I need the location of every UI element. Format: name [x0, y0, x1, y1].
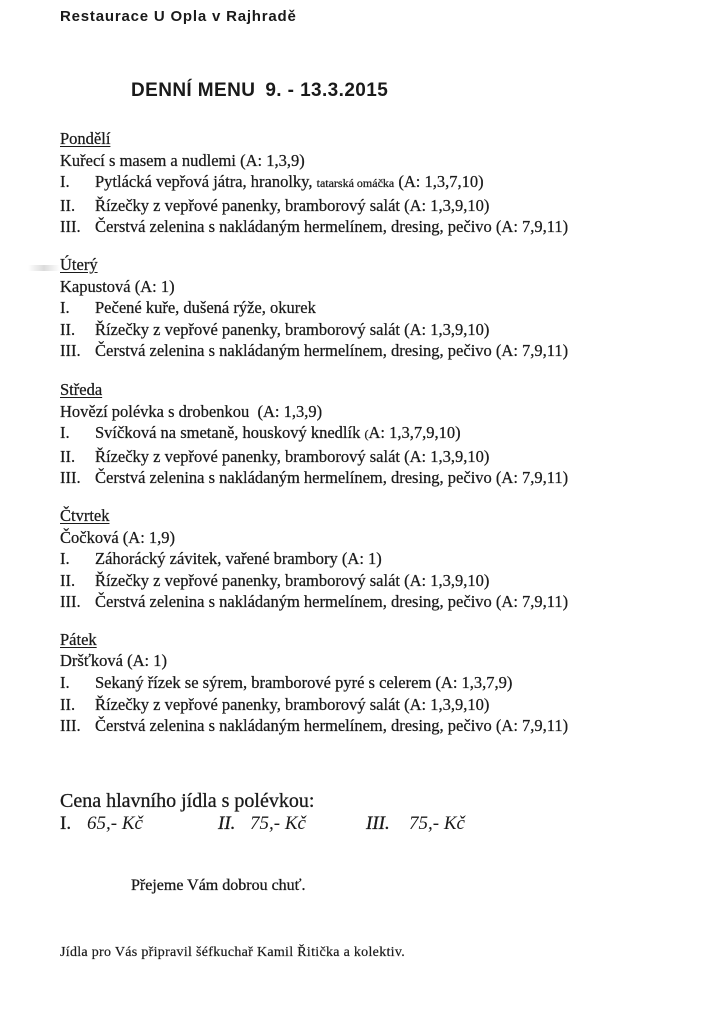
meal-line — [60, 446, 690, 468]
menu-title — [131, 80, 388, 102]
meal-number: III. — [60, 217, 81, 237]
meal-line — [60, 694, 690, 716]
day-name: Čtvrtek — [60, 505, 110, 525]
meal-text: Čerstvá zelenina s nakládaným hermelínem, dresing, pečivo (A: 7,9,11) — [95, 217, 569, 237]
soup-line: Hovězí polévka s drobenkou (A: 1,3,9) — [60, 401, 323, 421]
soup-line: Kuřecí s masem a nudlemi (A: 1,3,9) — [60, 150, 305, 170]
meal-number: II. — [60, 694, 76, 714]
meal-text: Svíčková na smetaně, houskový knedlík — [95, 423, 365, 443]
meal-text: Řízečky z vepřové panenky, bramborový salát (A: 1,3,9,10) — [95, 446, 490, 466]
meal-text: Čerstvá zelenina s nakládaným hermelínem, dresing, pečivo (A: 7,9,11) — [95, 468, 569, 488]
meal-line — [60, 570, 690, 592]
day-name: Pondělí — [60, 129, 111, 148]
chef-note: Jídla pro Vás připravil šéfkuchař Kamil Řitička a kolektiv. — [60, 945, 406, 960]
meal-text: Pečené kuře, dušená rýže, okurek — [95, 298, 316, 318]
day-name: Úterý — [60, 254, 98, 274]
meal-line — [60, 548, 690, 570]
price-number: II. — [218, 813, 236, 834]
meal-number: II. — [60, 319, 76, 339]
meal-text: Sekaný řízek se sýrem, bramborové pyré s celerem (A: 1,3,7,9) — [95, 673, 513, 693]
soup-line: Kapustová (A: 1) — [60, 276, 175, 296]
day-section-thursday — [60, 505, 690, 613]
price-title: Cena hlavního jídla s polévkou: — [60, 790, 315, 812]
meal-text: Řízečky z vepřové panenky, bramborový salát (A: 1,3,9,10) — [95, 319, 490, 339]
day-name: Středa — [60, 379, 103, 399]
days-list — [60, 128, 690, 753]
meal-text: Řízečky z vepřové panenky, bramborový salát (A: 1,3,9,10) — [95, 195, 490, 215]
soup-line: Dršťková (A: 1) — [60, 651, 167, 671]
meal-text: Čerstvá zelenina s nakládaným hermelínem, dresing, pečivo (A: 7,9,11) — [95, 716, 569, 736]
scan-smudge — [28, 265, 60, 271]
meal-line — [60, 297, 690, 319]
soup-line: Čočková (A: 1,9) — [60, 527, 176, 547]
meal-sauce: tatarská omáčka — [316, 176, 395, 191]
meal-number: I. — [60, 172, 70, 192]
meal-text: Řízečky z vepřové panenky, bramborový salát (A: 1,3,9,10) — [95, 570, 490, 590]
meal-line — [60, 319, 690, 341]
meal-number: II. — [60, 570, 76, 590]
price-value: 65,- Kč — [87, 813, 143, 834]
meal-line — [60, 171, 690, 195]
meal-line — [60, 216, 690, 238]
meal-text: Čerstvá zelenina s nakládaným hermelínem, dresing, pečivo (A: 7,9,11) — [95, 592, 569, 612]
meal-line — [60, 467, 690, 489]
wish-text: Přejeme Vám dobrou chuť. — [131, 877, 306, 894]
day-section-friday — [60, 629, 690, 737]
meal-number: II. — [60, 195, 76, 215]
day-section-monday — [60, 128, 690, 238]
meal-number: I. — [60, 423, 70, 443]
restaurant-name: Restaurace U Opla v Rajhradě — [60, 8, 297, 25]
meal-number: III. — [60, 592, 81, 612]
menu-title-text: DENNÍ MENU — [131, 80, 256, 101]
meal-text: Pytlácká vepřová játra, hranolky, — [95, 172, 317, 192]
meal-paren: ( — [364, 427, 369, 442]
meal-number: I. — [60, 549, 70, 569]
meal-text: Čerstvá zelenina s nakládaným hermelínem, dresing, pečivo (A: 7,9,11) — [95, 341, 569, 361]
meal-line — [60, 591, 690, 613]
menu-dates: 9. - 13.3.2015 — [265, 80, 389, 101]
price-value: 75,- Kč — [250, 813, 306, 834]
meal-allergens: A: 1,3,7,9,10) — [368, 423, 461, 443]
meal-line — [60, 715, 690, 737]
meal-line — [60, 422, 690, 446]
meal-line — [60, 672, 690, 694]
meal-allergens: (A: 1,3,7,10) — [394, 172, 484, 192]
price-number: I. — [60, 813, 72, 834]
day-section-tuesday — [60, 254, 690, 362]
meal-number: I. — [60, 298, 70, 318]
day-name: Pátek — [60, 629, 97, 649]
meal-line — [60, 195, 690, 217]
meal-number: III. — [60, 341, 81, 361]
meal-number: II. — [60, 446, 76, 466]
price-value: 75,- Kč — [409, 813, 465, 834]
meal-line — [60, 340, 690, 362]
meal-number: III. — [60, 468, 81, 488]
day-section-wednesday — [60, 379, 690, 489]
price-number: III. — [366, 813, 390, 834]
meal-number: I. — [60, 673, 70, 693]
meal-text: Řízečky z vepřové panenky, bramborový salát (A: 1,3,9,10) — [95, 694, 490, 714]
meal-number: III. — [60, 716, 81, 736]
meal-text: Záhorácký závitek, vařené brambory (A: 1) — [95, 549, 382, 569]
